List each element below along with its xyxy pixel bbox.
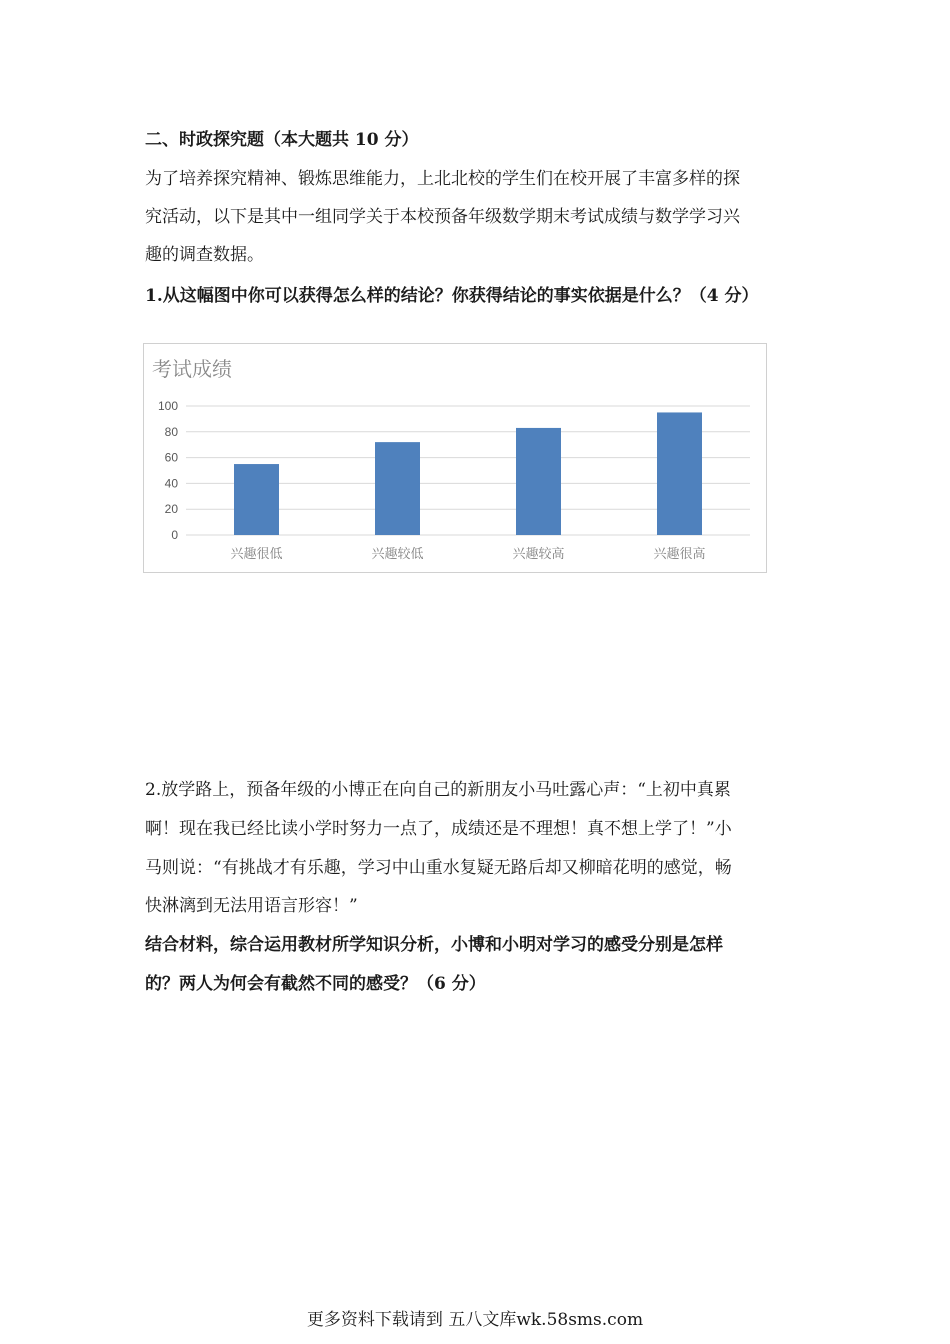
material-line-2: 啊！现在我已经比读小学时努力一点了，成绩还是不理想！真不想上学了！”小 — [145, 819, 732, 839]
material-line-4: 快淋漓到无法用语言形容！” — [145, 896, 358, 916]
question-1: 1.从这幅图中你可以获得怎么样的结论？你获得结论的事实依据是什么？（4 分） — [145, 286, 759, 306]
bar — [234, 464, 279, 535]
x-tick-label: 兴趣较高 — [512, 547, 565, 562]
exam-score-chart — [143, 343, 767, 573]
y-tick-label: 20 — [164, 502, 178, 517]
question-2-prompt-line-2: 的？两人为何会有截然不同的感受？（6 分） — [145, 974, 486, 994]
x-tick-label: 兴趣较低 — [371, 547, 424, 562]
intro-line-2: 究活动，以下是其中一组同学关于本校预备年级数学期末考试成绩与数学学习兴 — [145, 207, 740, 227]
y-tick-label: 100 — [157, 399, 178, 413]
intro-line-3: 趣的调查数据。 — [145, 245, 264, 265]
question-2-prompt-line-1: 结合材料，综合运用教材所学知识分析，小博和小明对学习的感受分别是怎样 — [145, 935, 723, 955]
x-tick-label: 兴趣很高 — [653, 547, 706, 562]
bar — [375, 442, 420, 535]
x-tick-label: 兴趣很低 — [230, 547, 283, 562]
footer-watermark: 更多资料下载请到 五八文库wk.58sms.com — [306, 1310, 644, 1330]
material-line-3: 马则说：“有挑战才有乐趣，学习中山重水复疑无路后却又柳暗花明的感觉，畅 — [145, 858, 732, 878]
y-tick-label: 60 — [164, 450, 178, 465]
material-line-1: 2.放学路上，预备年级的小博正在向自己的新朋友小马吐露心声：“上初中真累 — [145, 780, 731, 800]
chart-title: 考试成绩 — [152, 359, 232, 381]
chart-canvas — [144, 344, 766, 572]
bar — [516, 428, 561, 535]
section-title: 二、时政探究题（本大题共 10 分） — [145, 130, 419, 150]
intro-line-1: 为了培养探究精神、锻炼思维能力，上北北校的学生们在校开展了丰富多样的探 — [145, 169, 740, 189]
y-tick-label: 80 — [164, 424, 178, 439]
y-tick-label: 40 — [164, 476, 178, 491]
bar — [657, 412, 702, 535]
y-tick-label: 0 — [171, 528, 178, 542]
